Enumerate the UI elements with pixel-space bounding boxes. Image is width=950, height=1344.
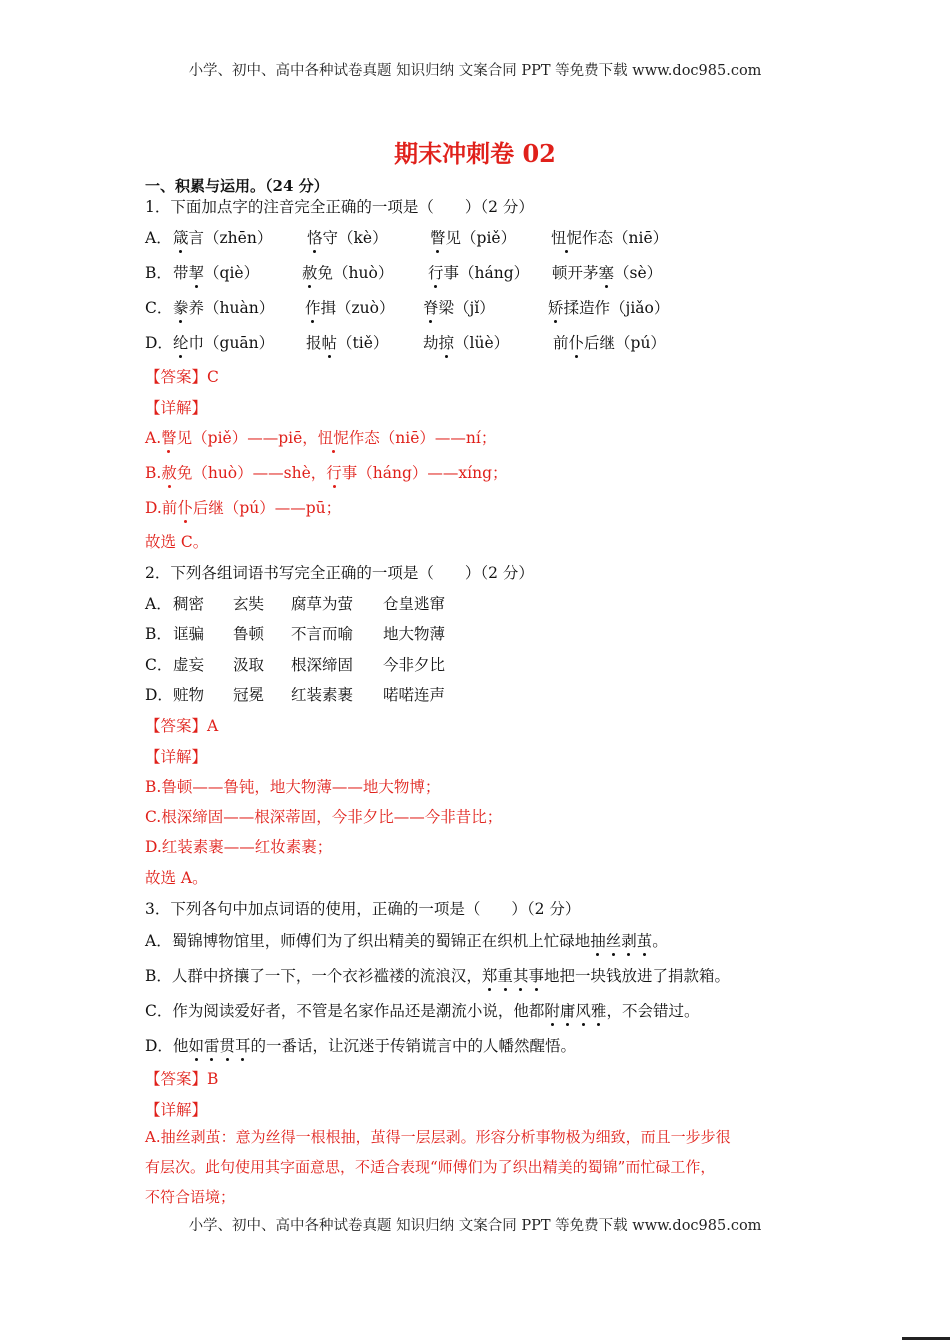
q1-d-item2: 报帖（tiě） [306,334,389,352]
q1-explain-2: B.赦免（huò）——shè，行事（háng）——xíng； [145,464,508,482]
q1-c-item2: 作揖（zuò） [305,299,395,317]
q3-stem: 3．下列各句中加点词语的使用，正确的一项是（ ）（2 分） [145,900,581,918]
q2-explain-label: 【详解】 [145,748,208,766]
q2-conclusion: 故选 A。 [145,869,208,887]
q1-b-item4: 顿开茅塞（sè） [552,264,663,282]
dotted-phrase: 附庸风雅 [544,1002,607,1020]
q1-a-item3: 瞥见（piě） [430,229,517,247]
q1-d-item3: 劫掠（lüè） [423,334,510,352]
q3-explain-2: 有层次。此句使用其字面意思，不适合表现“师傅们为了织出精美的蜀锦”而忙碌工作， [145,1158,716,1176]
q3-answer: 【答案】B [145,1070,219,1088]
q1-option-d: D． 纶巾（guān） 报帖（tiě） 劫掠（lüè） 前仆后继（pú） [145,334,666,352]
q1-explain-label: 【详解】 [145,399,208,417]
q2-explain-3: D.红装素裹——红妆素裹； [145,838,333,856]
page-title: 期末冲刺卷 02 [394,139,556,168]
page-header: 小学、初中、高中各种试卷真题 知识归纳 文案合同 PPT 等免费下载 www.doc985.com [188,63,762,79]
q3-option-b: B．人群中挤攘了一下，一个衣衫褴褛的流浪汉，郑重其事地把一块钱放进了捐款箱。 [145,967,730,985]
q1-a-item2: 恪守（kè） [307,229,388,247]
q2-option-b: B． 诓骗 鲁顿 不言而喻 地大物薄 [145,625,446,643]
q1-explain-3: D.前仆后继（pú）——pū； [145,499,342,517]
dotted-phrase: 郑重其事 [481,967,544,985]
dotted-phrase: 抽丝剥茧 [590,932,653,950]
q1-b-item3: 行事（háng） [428,264,530,282]
q1-b-item1: 带挈（qiè） [173,264,260,282]
q1-d-item4: 前仆后继（pú） [553,334,666,352]
q3-option-a: A．蜀锦博物馆里，师傅们为了织出精美的蜀锦正在织机上忙碌地抽丝剥茧。 [145,932,668,950]
q2-option-d: D． 赃物 冠冕 红装素裹 喏喏连声 [145,686,446,704]
q2-explain-1: B.鲁顿——鲁钝，地大物薄——地大物博； [145,778,441,796]
q1-stem: 1．下面加点字的注音完全正确的一项是（ ）（2 分） [145,198,534,216]
page-footer: 小学、初中、高中各种试卷真题 知识归纳 文案合同 PPT 等免费下载 www.doc985.com [188,1218,762,1234]
q1-answer: 【答案】C [145,368,219,386]
q3-option-d: D．他如雷贯耳的一番话，让沉迷于传销谎言中的人幡然醒悟。 [145,1037,577,1055]
q1-option-c: C． 豢养（huàn） 作揖（zuò） 脊梁（jǐ） 矫揉造作（jiǎo） [145,299,670,317]
q2-option-c: C． 虚妄 汲取 根深缔固 今非夕比 [145,656,446,674]
q2-explain-2: C.根深缔固——根深蒂固，今非夕比——今非昔比； [145,808,503,826]
q1-c-item4: 矫揉造作（jiǎo） [548,299,670,317]
q3-option-c: C．作为阅读爱好者，不管是名家作品还是潮流小说，他都附庸风雅，不会错过。 [145,1002,700,1020]
q1-c-item1: 豢养（huàn） [173,299,275,317]
q2-answer: 【答案】A [145,717,219,735]
q3-explain-1: A.抽丝剥茧：意为丝得一根根抽，茧得一层层剥。形容分析事物极为细致，而且一步步很 [145,1128,731,1146]
q2-stem: 2．下列各组词语书写完全正确的一项是（ ）（2 分） [145,564,534,582]
q1-option-a: A． 箴言（zhēn） 恪守（kè） 瞥见（piě） 忸怩作态（niē） [145,229,669,247]
q1-option-b: B． 带挈（qiè） 赦免（huò） 行事（háng） 顿开茅塞（sè） [145,264,663,282]
q3-explain-3: 不符合语境； [145,1188,236,1206]
q1-c-item3: 脊梁（jǐ） [423,299,495,317]
q2-option-a: A． 稠密 玄奘 腐草为萤 仓皇逃窜 [145,595,446,613]
q1-explain-1: A.瞥见（piě）——piē，忸怩作态（niē）——ní； [145,429,497,447]
q3-explain-label: 【详解】 [145,1101,208,1119]
q1-conclusion: 故选 C。 [145,533,209,551]
q1-a-item1: 箴言（zhēn） [173,229,273,247]
section-heading: 一、积累与运用。（24 分） [145,177,329,195]
q1-d-item1: 纶巾（guān） [173,334,275,352]
dotted-phrase: 如雷贯耳 [188,1037,251,1055]
page-corner-mark [902,1337,950,1340]
q1-a-item4: 忸怩作态（niē） [551,229,669,247]
q1-b-item2: 赦免（huò） [302,264,394,282]
